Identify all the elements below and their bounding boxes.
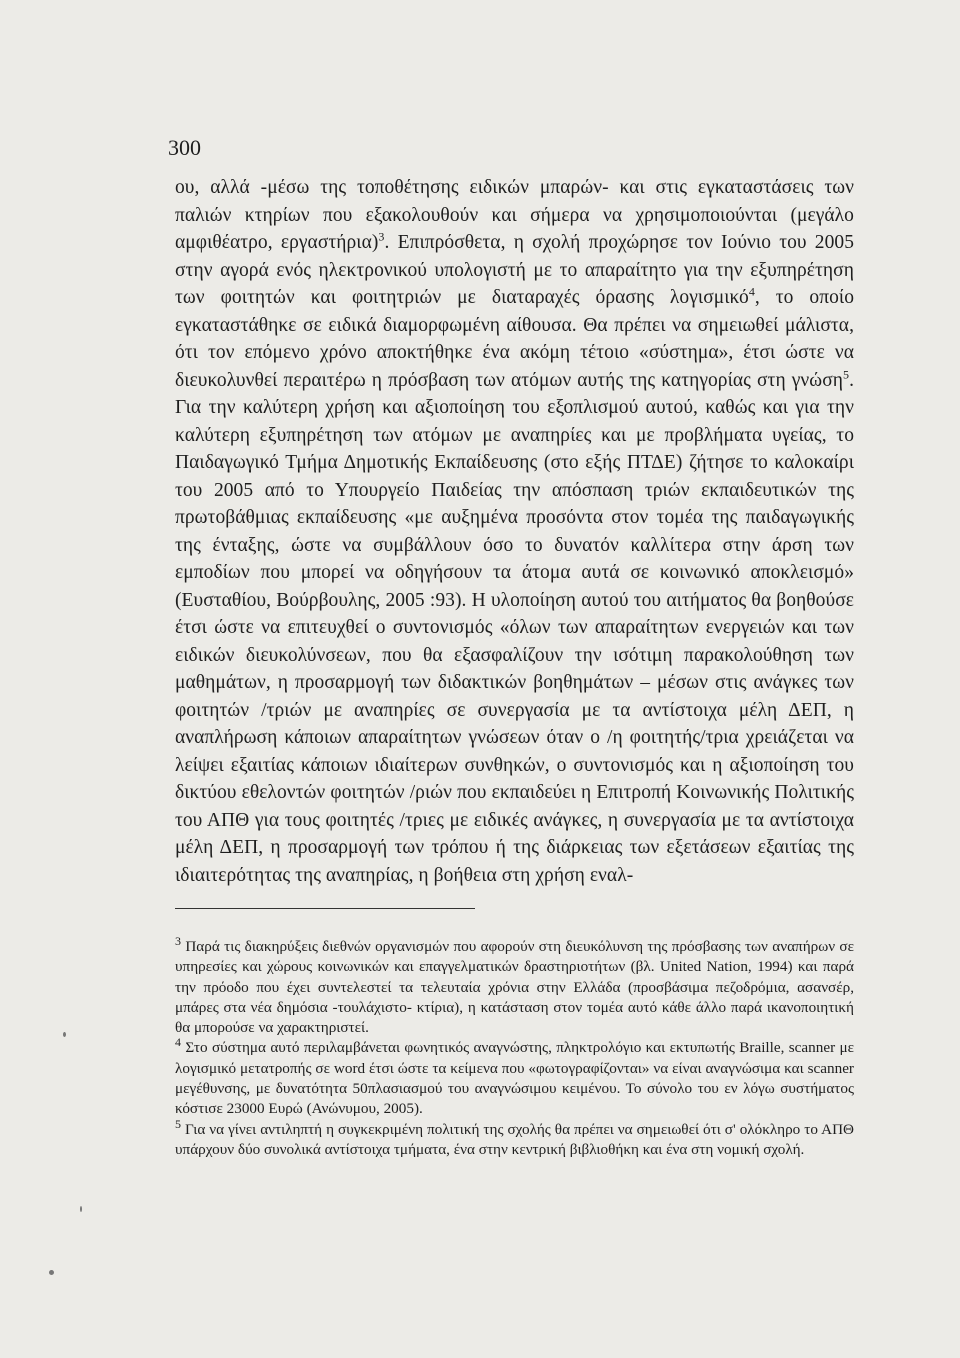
footnote-text: Στο σύστημα αυτό περιλαμβάνεται φωνητικός αναγνώστης, πληκτρολόγιο και εκτυπωτής Braille, scanner με λογισμικό μετατροπής σε word έτσι ώστε τα κείμενα που «φωτογραφίζονται» να είναι αναγνώσιμα και scanner μεγέθυνσης, με δυνατότητα 50πλασιασμού του αναγνώσιμου κειμένου. Το σύνολο του εν λόγω συστήματος κόστισε 23000 Ευρώ (Ανώνυμου, 2005). <box>175 1039 854 1118</box>
scan-speck <box>80 1206 82 1212</box>
footnote-ref[interactable]: 3 <box>378 229 385 244</box>
footnote-4 <box>175 1035 854 1119</box>
scan-speck <box>63 1032 66 1037</box>
footnote-number: 5 <box>175 1116 181 1131</box>
body-paragraph <box>175 174 854 889</box>
footnote-divider <box>175 908 475 909</box>
body-text-segment: . Επιπρόσθετα, η σχολή προχώρησε τον Ιούνιο του 2005 στην αγορά ενός ηλεκτρονικού υπολογιστή με το απαραίτητο για την εξυπηρέτηση των φοιτητών και φοιτητριών με διαταραχές όρασης λογισμικό <box>175 232 855 308</box>
body-text-segment: , το οποίο εγκαταστάθηκε σε ειδικά διαμορφωμένη αίθουσα. Θα πρέπει να σημειωθεί μάλιστα, ότι τον επόμενο χρόνο αποκτήθηκε ένα ακόμη τέτοιο «σύστημα», έτσι ώστε να διευκολυνθεί περαιτέρω η πρόσβαση των ατόμων αυτής της κατηγορίας στη γνώση <box>175 287 854 391</box>
footnote-number: 4 <box>175 1035 181 1050</box>
footnote-5 <box>175 1116 855 1161</box>
scan-speck <box>49 1270 54 1275</box>
body-text-segment: ου, αλλά -μέσω της τοποθέτησης ειδικών μπαρών- και στις εγκαταστάσεις των παλιών κτηρίων που εξακολουθούν και σήμερα να χρησιμοποιούνται (μεγάλο αμφιθέατρο, εργαστήρια) <box>175 177 854 253</box>
footnotes-section <box>175 908 854 1160</box>
footnote-text: Παρά τις διακηρύξεις διεθνών οργανισμών που αφορούν στη διευκόλυνση της πρόσβασης των αναπήρων σε υπηρεσίες και χώρους κοινωνικών και επαγγελματικών δραστηριοτήτων (βλ. United Nation, 1994) και παρά την πρόοδο που έχει συντελεστεί τα τελευταία χρόνια στην Ελλάδα (προσβάσιμα πεζοδρόμια, ασανσέρ, μπάρες στα νέα δημόσια -τουλάχιστο- κτίρια), η κατάσταση στον τομέα αυτό κάθε άλλο παρά ικανοποιητική θα μπορούσε να χαρακτηριστεί. <box>175 938 855 1037</box>
footnote-3 <box>175 933 855 1038</box>
footnote-ref[interactable]: 5 <box>843 367 850 381</box>
page-number: 300 <box>168 135 201 160</box>
footnote-text: Για να γίνει αντιληπτή η συγκεκριμένη πολιτική της σχολής θα πρέπει να σημειωθεί ότι σ' ολόκληρο το ΑΠΘ υπάρχουν δύο συνολικά αντίστοιχα τμήματα, ένα στην κεντρική βιβλιοθήκη και ένα στη νομική σχολή. <box>175 1120 855 1158</box>
body-text-segment: . Για την καλύτερη χρήση και αξιοποίηση του εξοπλισμού αυτού, καθώς και για την καλύτερη εξυπηρέτηση των ατόμων με αναπηρίες και με προβλήματα υγείας, το Παιδαγωγικό Τμήμα Δημοτικής Εκπαίδευσης (στο εξής ΠΤΔΕ) ζήτησε το καλοκαίρι του 2005 από το Υπουργείο Παιδείας την απόσπαση τριών εκπαιδευτικών της πρωτοβάθμιας εκπαίδευσης «με αυξημένα προσόντα στον τομέα της παιδαγωγικής της ένταξης, ώστε να συμβάλλουν όσο το δυνατόν καλλίτερα στην άρση των εμποδίων που μπορεί να οδηγήσουν τα άτομα αυτά σε κοινωνικό αποκλεισμό» (Ευσταθίου, Βούρβουλης, 2005 :93). Η υλοποίηση αυτού του αιτήματος θα βοηθούσε έτσι ώστε να επιτευχθεί ο συντονισμός «όλων των απαραίτητων ενεργειών και των ειδικών διευκολύνσεων, που θα εξασφαλίζουν την ισότιμη παρακολούθηση των μαθημάτων, η προσαρμογή των διδακτικών βοηθημάτων – μέσων στις ανάγκες των φοιτητών /τριών με αναπηρίες σε συνεργασία με τα αντίστοιχα μέλη ΔΕΠ, η αναπλήρωση κάποιων απαραίτητων γνώσεων όταν ο /η φοιτητής/τρια χρειάζεται να λείψει εξαιτίας κάποιων ιδιαίτερων συνθηκών, ο συντονισμός και η αξιοποίηση του δικτύου εθελοντών φοιτητών /ριών που εκπαιδεύει η Επιτροπή Κοινωνικής Πολιτικής του ΑΠΘ για τους φοιτητές /τριες με ειδικές ανάγκες, η συνεργασία με τα αντίστοιχα μέλη ΔΕΠ, η προσαρμογή των τρόπου ή της διάρκειας των εξετάσεων εξαιτίας της ιδιαιτερότητας της αναπηρίας, η βοήθεια στη χρήση εναλ- <box>175 369 854 886</box>
footnote-ref[interactable]: 4 <box>748 284 755 299</box>
footnote-number: 3 <box>175 933 181 948</box>
